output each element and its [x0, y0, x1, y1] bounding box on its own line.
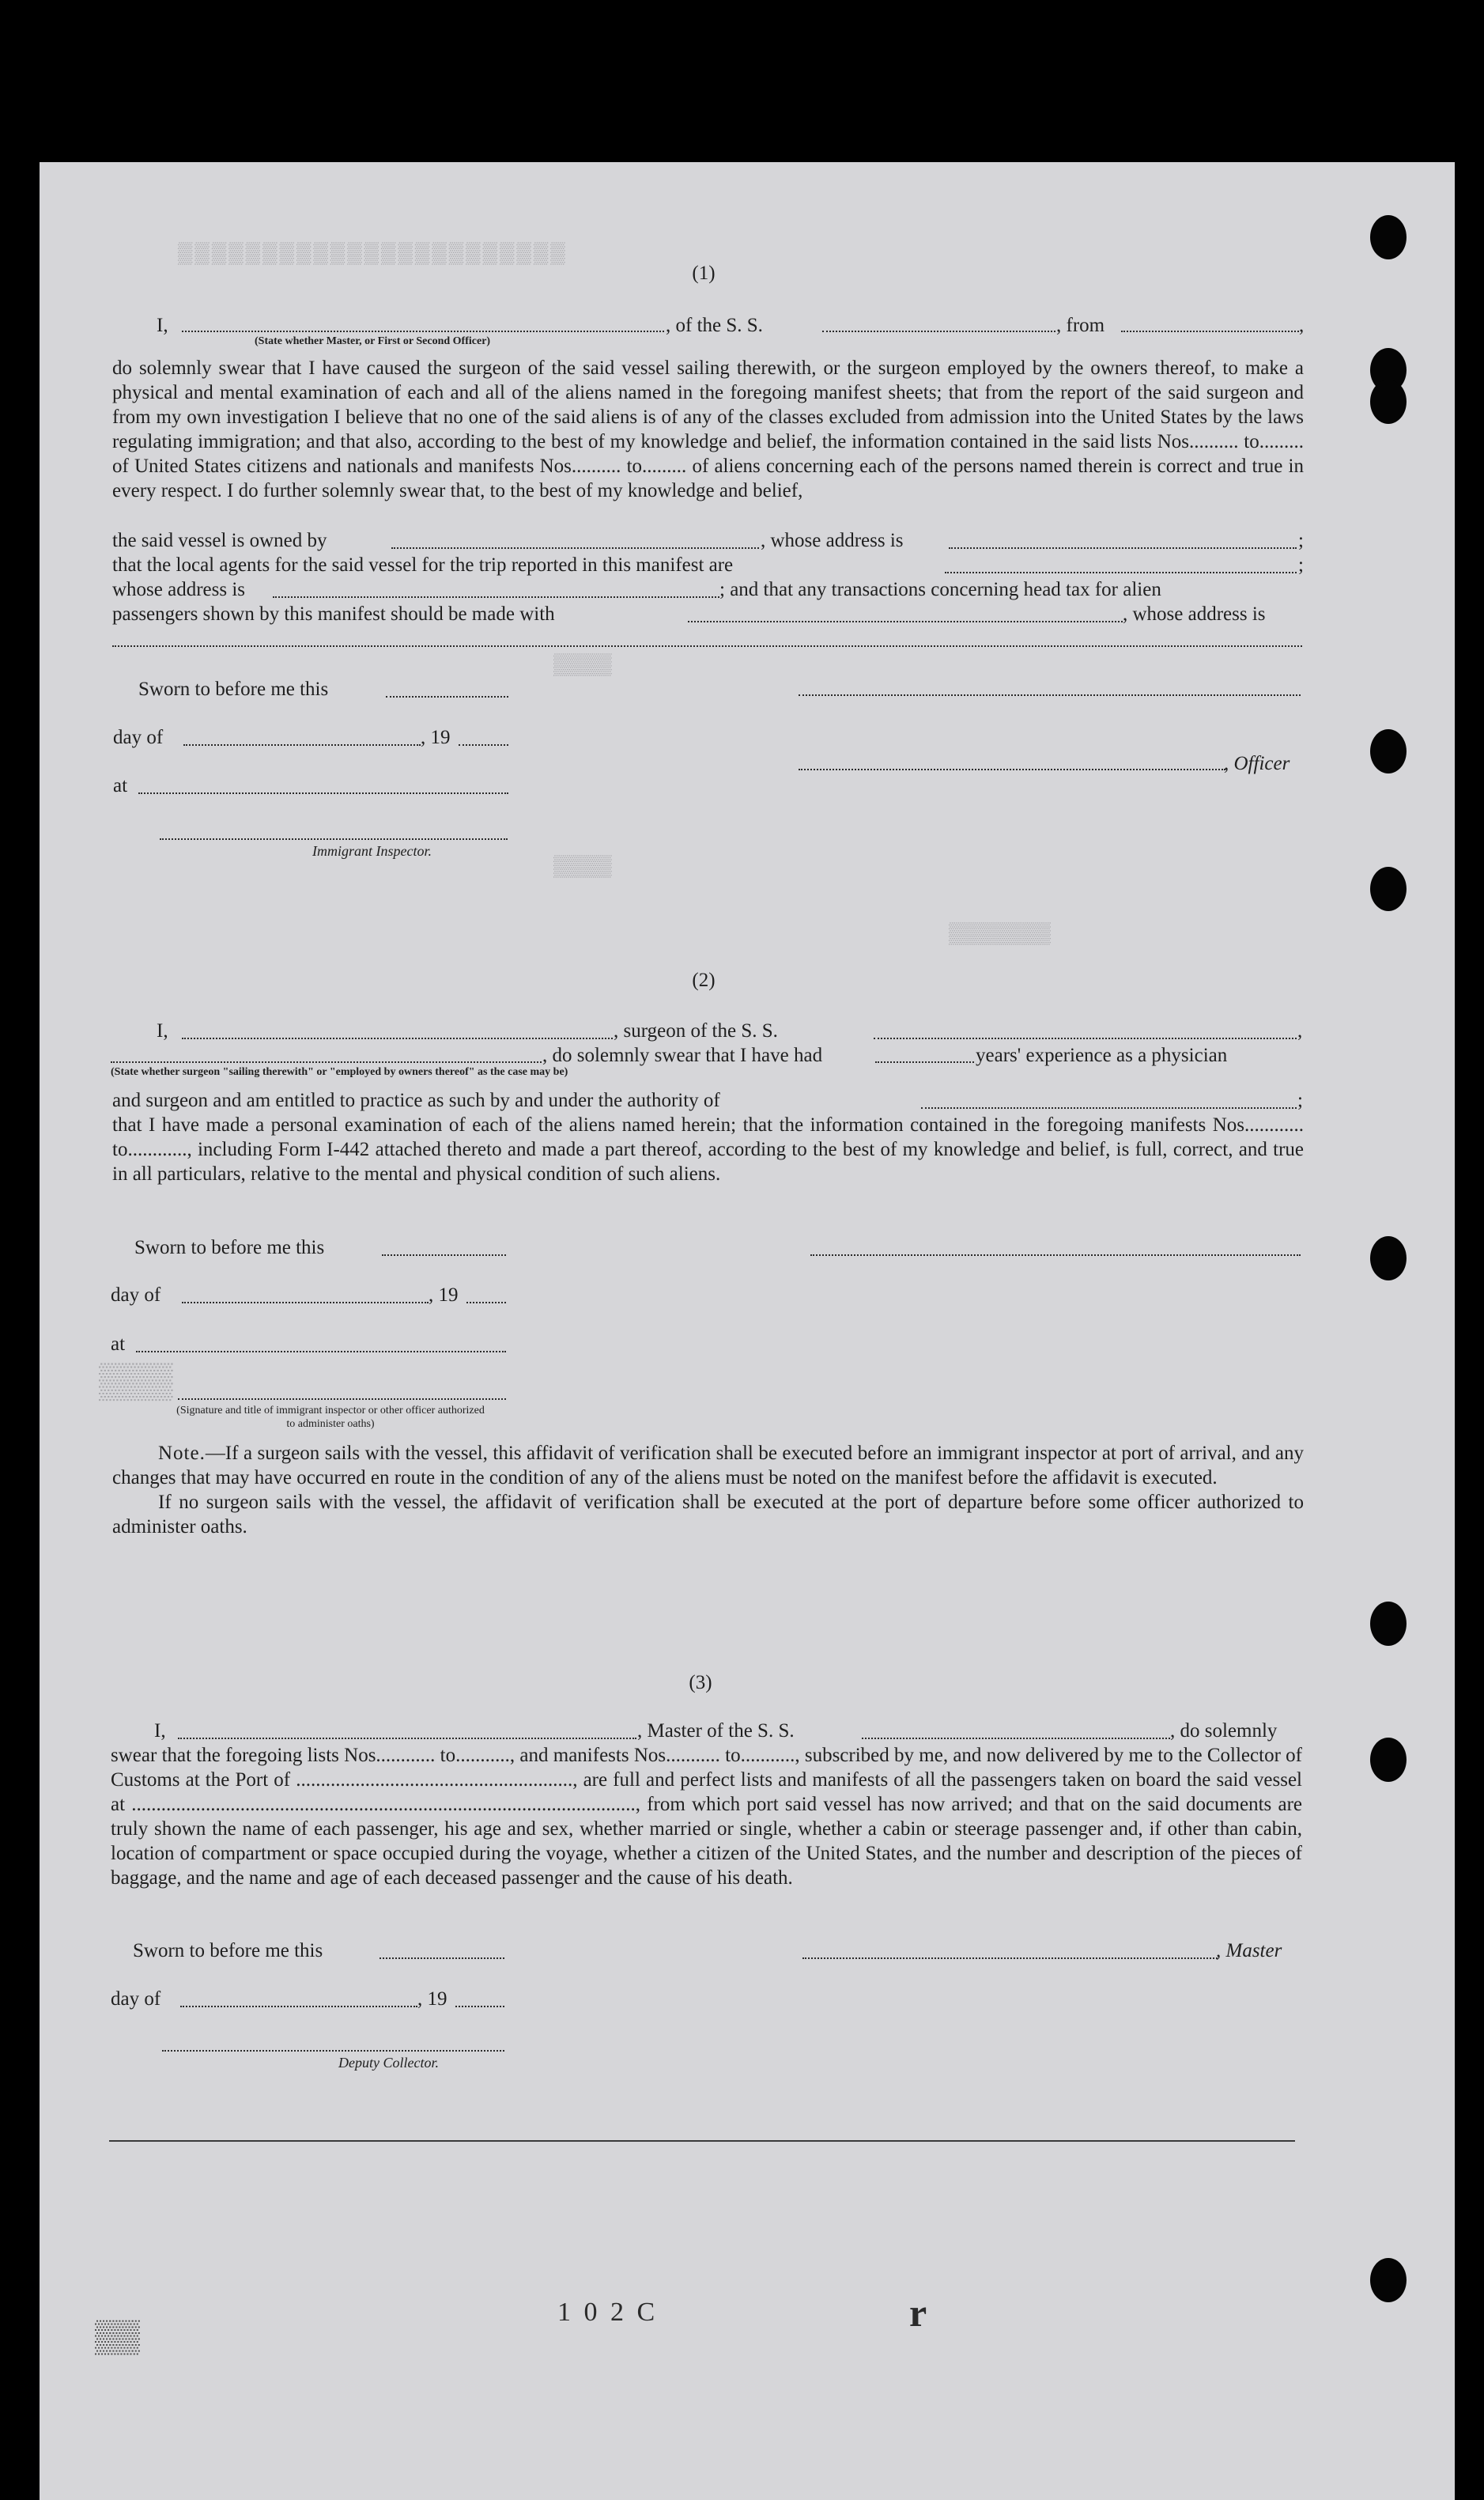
text: years' experience as a physician	[976, 1045, 1228, 1066]
text: ;	[1298, 554, 1304, 576]
footer-rule	[109, 2140, 1295, 2142]
fill-in-line[interactable]	[182, 331, 664, 332]
signature-label: Deputy Collector.	[338, 2055, 439, 2071]
fill-in-line[interactable]	[945, 572, 1297, 573]
bleed-through-mark: ▒▒▒▒▒▒▒	[949, 921, 1051, 944]
text: I,	[157, 315, 168, 336]
text: day of	[111, 1284, 161, 1306]
text: and surgeon and am entitled to practice as such by and under the authority of	[112, 1090, 720, 1111]
text: , 19	[421, 727, 451, 748]
bleed-through-mark: ▒▒▒▒	[553, 854, 612, 877]
binder-hole	[1370, 1236, 1407, 1280]
text: whose address is	[112, 579, 246, 600]
text: day of	[111, 1988, 161, 2010]
fill-in-line[interactable]	[1121, 331, 1299, 332]
fill-in-line[interactable]	[180, 2006, 417, 2007]
fill-in-line[interactable]	[799, 694, 1301, 696]
text: the said vessel is owned by	[112, 530, 327, 551]
text: , 19	[417, 1988, 447, 2010]
text: I,	[157, 1020, 168, 1042]
text: ; and that any transactions concerning head tax for alien	[719, 579, 1161, 600]
smudge-mark: ▒▒	[95, 2318, 140, 2354]
fill-in-line[interactable]	[111, 1061, 542, 1063]
text: at	[111, 1333, 126, 1355]
note-label: Note.	[158, 1443, 206, 1464]
fill-in-line[interactable]	[802, 1957, 1218, 1959]
fill-in-line[interactable]	[391, 547, 759, 549]
fill-in-line[interactable]	[799, 769, 1225, 770]
text: Sworn to before me this	[134, 1237, 325, 1258]
text: Sworn to before me this	[133, 1940, 323, 1961]
text: day of	[113, 727, 164, 748]
fill-in-line[interactable]	[178, 1738, 636, 1739]
text: , of the S. S.	[666, 315, 763, 336]
fill-in-line[interactable]	[182, 1302, 429, 1303]
text: , 19	[429, 1284, 459, 1306]
binder-hole	[1370, 867, 1407, 911]
text: , surgeon of the S. S.	[614, 1020, 778, 1042]
section-heading: (2)	[692, 970, 716, 991]
text: ,	[1297, 1020, 1303, 1042]
document-page	[40, 162, 1455, 2500]
binder-hole	[1370, 1602, 1407, 1646]
text: , do solemnly	[1170, 1720, 1278, 1742]
text: ,	[1299, 315, 1305, 336]
binder-hole	[1370, 729, 1407, 773]
fill-in-line[interactable]	[182, 1038, 613, 1039]
fill-in-line[interactable]	[688, 621, 1123, 622]
text: that the local agents for the said vessel for the trip reported in this manifest are	[112, 554, 734, 576]
note-text-2: If no surgeon sails with the vessel, the affidavit of verification shall be executed at the port of departure before some officer authorized to administer oaths.	[112, 1492, 1304, 1537]
fill-in-line[interactable]	[273, 596, 719, 598]
fill-in-line[interactable]	[162, 2050, 504, 2052]
signature-note: (Signature and title of immigrant inspector or other officer authorized to administer oaths)	[176, 1405, 485, 1430]
fill-in-line[interactable]	[949, 547, 1297, 549]
fill-in-line[interactable]	[810, 1254, 1301, 1256]
section-heading: (3)	[689, 1672, 712, 1693]
master-label: , Master	[1216, 1940, 1282, 1961]
fill-in-line[interactable]	[459, 744, 508, 746]
fill-in-line[interactable]	[112, 645, 1302, 647]
text: , whose address is	[1123, 603, 1266, 625]
fill-in-line[interactable]	[875, 1061, 974, 1063]
text: Sworn to before me this	[138, 679, 329, 700]
fill-in-line[interactable]	[921, 1107, 1297, 1109]
fill-in-line[interactable]	[874, 1038, 1297, 1039]
handwritten-glyph: r	[909, 2290, 927, 2335]
section-heading: (1)	[692, 263, 716, 284]
text: ;	[1297, 1090, 1303, 1111]
fill-in-line[interactable]	[178, 1398, 506, 1400]
fill-in-line[interactable]	[466, 1302, 506, 1303]
bleed-through-mark: ▒▒▒	[99, 1361, 173, 1400]
fill-in-line[interactable]	[138, 792, 508, 794]
section1-body: do solemnly swear that I have caused the surgeon of the said vessel sailing therewith, or the surgeon employed by the owners thereof, to make a physical and mental examination of each and all of the aliens named in the foregoing manifest sheets; that from the report of the said surgeon and from my own investigation I believe that no one of the said aliens is of any of the classes excluded from admission into the United States by the laws regulating immigration; and that also, according to the best of my knowledge and belief, the information contained in the said lists Nos.......... to......... of United States citizens and nationals and manifests Nos.......... to......... of aliens concerning each of the persons named therein is correct and true in every respect. I do further solemnly swear that, to the best of my knowledge and belief,	[112, 357, 1304, 501]
fill-in-line[interactable]	[386, 696, 508, 698]
fill-in-line[interactable]	[862, 1738, 1170, 1739]
fill-in-line[interactable]	[160, 838, 508, 840]
text: , do solemnly swear that I have had	[542, 1045, 823, 1066]
note-text: —If a surgeon sails with the vessel, this affidavit of verification shall be executed before an immigrant inspector at port of arrival, and any changes that may have occurred en route in the condition of any of the aliens must be noted on the manifest before the affidavit is executed.	[112, 1443, 1304, 1488]
signature-label: Immigrant Inspector.	[312, 843, 432, 859]
bleed-through-mark: ▒▒▒▒	[553, 652, 612, 675]
text: passengers shown by this manifest should be made with	[112, 603, 555, 625]
binder-hole	[1370, 380, 1407, 424]
fill-in-line[interactable]	[822, 331, 1055, 332]
text: , Master of the S. S.	[637, 1720, 795, 1742]
text: , whose address is	[761, 530, 904, 551]
section2-body: that I have made a personal examination of each of the aliens named herein; that the information contained in the foregoing manifests Nos............ to............, including Form I-442 attached thereto and made a part thereof, according to the best of my knowledge and belief, is full, correct, and true in all particulars, relative to the mental and physical condition of such aliens.	[112, 1114, 1304, 1185]
text: , from	[1056, 315, 1105, 336]
fill-in-line[interactable]	[382, 1254, 506, 1256]
note-paragraph	[112, 1441, 1304, 1539]
officer-label: , Officer	[1224, 753, 1290, 774]
text: I,	[154, 1720, 166, 1742]
fill-in-line[interactable]	[136, 1351, 506, 1352]
fill-in-line[interactable]	[379, 1957, 504, 1959]
binder-hole	[1370, 2258, 1407, 2302]
binder-hole	[1370, 215, 1407, 259]
bleed-through-mark: ▒▒▒▒▒▒▒▒▒▒▒▒▒▒▒▒▒▒▒▒▒▒▒	[178, 241, 568, 264]
binder-hole	[1370, 1738, 1407, 1782]
fill-in-line[interactable]	[455, 2006, 504, 2007]
text: at	[113, 775, 128, 796]
handwritten-number: 1 0 2 C	[557, 2298, 659, 2327]
text: ;	[1298, 530, 1304, 551]
fill-in-line[interactable]	[183, 744, 421, 746]
officer-note: (State whether Master, or First or Second Officer)	[255, 335, 491, 347]
surgeon-note: (State whether surgeon "sailing therewith" or "employed by owners thereof" as the case may be)	[111, 1066, 568, 1078]
section3-body: swear that the foregoing lists Nos............ to..........., and manifests Nos........... to..........., subscribed by me, and now delivered by me to the Collector of Customs at the Port of ........................................................, are full and perfect lists and manifests of all the passengers taken on board the said vessel at ......................................................................................................, from which port said vessel has now arrived; and that on the said documents are truly shown the name of each passenger, his age and sex, whether married or single, whether a cabin or steerage passenger and, if other than cabin, location of compartment or space occupied during the voyage, whether a citizen of the United States, and the number and description of the pieces of baggage, and the name and age of each deceased passenger and the cause of his death.	[111, 1745, 1302, 1889]
